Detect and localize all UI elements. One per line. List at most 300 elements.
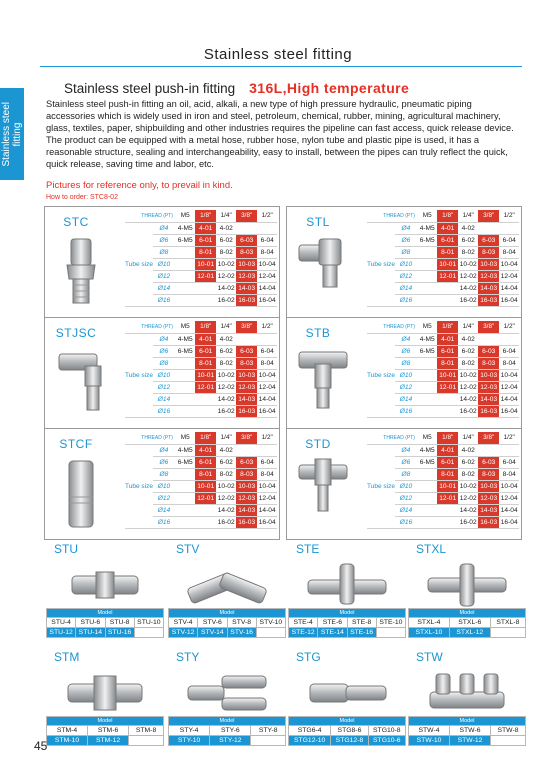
tube-diameter: Ø10 xyxy=(153,480,175,492)
thread-header: M5 xyxy=(417,321,438,333)
spec-cell: 14-03 xyxy=(478,504,499,516)
spec-cell: 8-03 xyxy=(478,468,499,480)
spec-cell: 16-02 xyxy=(216,294,237,306)
model-block-name: STE xyxy=(296,542,320,556)
model-table xyxy=(46,608,164,638)
model-code: STY-12 xyxy=(210,736,251,746)
spec-cell: 14-04 xyxy=(257,393,278,405)
tube-diameter: Ø12 xyxy=(153,270,175,282)
spec-cell: 16-03 xyxy=(236,405,257,417)
spec-cell: 16-04 xyxy=(257,405,278,417)
model-code: STXL-4 xyxy=(409,618,450,628)
tube-diameter: Ø6 xyxy=(395,234,417,246)
spec-cell xyxy=(175,492,196,504)
thread-label: THREAD (PT) xyxy=(367,210,417,222)
tube-diameter: Ø14 xyxy=(153,393,175,405)
tube-diameter: Ø10 xyxy=(395,369,417,381)
fitting-stm-image xyxy=(60,670,150,716)
subtitle-text: Stainless steel push-in fitting xyxy=(64,81,236,96)
model-block-stv xyxy=(168,540,286,638)
spec-cell xyxy=(437,393,458,405)
spec-cell: 4-02 xyxy=(458,333,479,345)
spec-cell: 12-04 xyxy=(257,270,278,282)
spec-cell xyxy=(478,444,499,456)
tube-diameter: Ø16 xyxy=(395,294,417,306)
fitting-stxl-image xyxy=(422,562,512,608)
tube-size-label: Tube size xyxy=(367,222,395,306)
model-block-stm xyxy=(46,648,164,746)
spec-cell xyxy=(175,270,196,282)
thread-label: THREAD (PT) xyxy=(125,321,175,333)
model-block-stxl xyxy=(408,540,526,638)
model-header: Model xyxy=(169,609,286,618)
model-table xyxy=(408,716,526,746)
spec-cell: 8-04 xyxy=(257,246,278,258)
model-code: STG10-8 xyxy=(368,726,405,736)
spec-cell: 8-04 xyxy=(499,246,520,258)
spec-cell: 12-02 xyxy=(458,492,479,504)
model-block-name: STG xyxy=(296,650,321,664)
model-code: STU-6 xyxy=(76,618,105,628)
spec-cell: 10-02 xyxy=(216,258,237,270)
fitting-stjsc-image xyxy=(55,346,107,420)
model-code: STU-4 xyxy=(47,618,76,628)
model-code: STE-14 xyxy=(318,628,347,638)
model-code: STM-12 xyxy=(88,736,129,746)
thread-header: 1/4" xyxy=(216,210,237,222)
spec-cell: 4-M5 xyxy=(175,222,196,234)
spec-cell: 8-01 xyxy=(195,468,216,480)
spec-cell xyxy=(417,258,438,270)
model-block-stu xyxy=(46,540,164,638)
spec-cell: 8-01 xyxy=(437,468,458,480)
tube-size-label: Tube size xyxy=(367,333,395,417)
spec-cell xyxy=(257,444,278,456)
spec-cell xyxy=(499,444,520,456)
spec-block-name: STD xyxy=(305,437,331,451)
model-block-stw xyxy=(408,648,526,746)
model-code: STU-16 xyxy=(105,628,134,638)
spec-cell: 14-04 xyxy=(499,504,520,516)
spec-cell: 14-04 xyxy=(257,282,278,294)
spec-cell: 14-04 xyxy=(499,282,520,294)
model-code: STY-8 xyxy=(251,726,286,736)
spec-cell xyxy=(175,294,196,306)
spec-cell: 16-02 xyxy=(216,405,237,417)
spec-cell: 16-03 xyxy=(236,294,257,306)
spec-cell: 14-03 xyxy=(236,393,257,405)
spec-cell: 6-03 xyxy=(478,456,499,468)
spec-cell: 4-01 xyxy=(437,222,458,234)
spec-table xyxy=(125,210,277,307)
spec-cell xyxy=(417,282,438,294)
model-code: STM-4 xyxy=(47,726,88,736)
spec-cell: 6-03 xyxy=(236,456,257,468)
spec-cell: 8-02 xyxy=(216,246,237,258)
spec-cell: 8-01 xyxy=(437,246,458,258)
spec-block-stb xyxy=(286,317,522,429)
tube-diameter: Ø6 xyxy=(395,456,417,468)
tube-size-label: Tube size xyxy=(125,333,153,417)
spec-cell: 4-M5 xyxy=(417,333,438,345)
thread-header: 1/8" xyxy=(195,321,216,333)
spec-cell xyxy=(437,282,458,294)
model-code: STE-16 xyxy=(347,628,376,638)
spec-cell: 6-01 xyxy=(195,234,216,246)
spec-cell: 14-02 xyxy=(216,504,237,516)
model-header: Model xyxy=(47,609,164,618)
spec-cell: 6-M5 xyxy=(417,234,438,246)
spec-cell: 6-04 xyxy=(257,345,278,357)
tube-diameter: Ø10 xyxy=(395,258,417,270)
spec-cell: 6-03 xyxy=(236,345,257,357)
spec-cell xyxy=(437,516,458,528)
tube-diameter: Ø6 xyxy=(395,345,417,357)
fitting-stcf-image xyxy=(55,457,107,531)
fitting-std-image xyxy=(297,457,349,531)
page-number: 45 xyxy=(34,739,48,753)
tube-diameter: Ø16 xyxy=(395,405,417,417)
spec-cell: 16-02 xyxy=(458,405,479,417)
spec-cell: 14-02 xyxy=(458,504,479,516)
spec-cell: 10-03 xyxy=(478,480,499,492)
model-code xyxy=(256,628,285,638)
fitting-stv-image xyxy=(182,562,272,608)
spec-cell xyxy=(175,282,196,294)
model-code: STE-12 xyxy=(289,628,318,638)
thread-header: 3/8" xyxy=(236,321,257,333)
section-subtitle xyxy=(64,80,409,96)
spec-cell: 16-04 xyxy=(257,294,278,306)
spec-cell: 8-01 xyxy=(437,357,458,369)
spec-cell xyxy=(417,381,438,393)
spec-cell: 12-03 xyxy=(478,381,499,393)
spec-cell: 10-04 xyxy=(257,369,278,381)
model-header: Model xyxy=(409,609,526,618)
model-code: STXL-10 xyxy=(409,628,450,638)
tube-diameter: Ø14 xyxy=(395,282,417,294)
spec-cell xyxy=(236,333,257,345)
model-code: STG10-6 xyxy=(368,736,405,746)
tube-diameter: Ø8 xyxy=(395,357,417,369)
spec-cell: 8-04 xyxy=(257,357,278,369)
thread-header: 1/2" xyxy=(257,210,278,222)
product-description: Stainless steel push-in fitting an oil, acid, alkali, a new type of high pressure hydraulic, pneumatic piping accessories which is widely used in iron and steel, petroleum, chemical, rubber, mining, agricultural machinery, glass, textiles, paper, shipbuilding and other industries requires the pipeline can fast access, quick release device. The product can be equipped with a metal hose, rubber hose, nylon tube and plastic pipe is used, it has a reasonable structure, sealing and interchangeability, easy to install, between the pipes can truly reflect the quick, quick release, saving time and labor, etc. xyxy=(46,99,514,169)
spec-cell xyxy=(417,369,438,381)
model-code: STY-4 xyxy=(169,726,210,736)
spec-cell: 14-02 xyxy=(458,393,479,405)
spec-cell: 6-M5 xyxy=(175,456,196,468)
spec-cell: 12-04 xyxy=(499,270,520,282)
tube-diameter: Ø8 xyxy=(153,357,175,369)
spec-cell: 4-02 xyxy=(216,444,237,456)
model-code: STW-4 xyxy=(409,726,450,736)
spec-cell xyxy=(175,393,196,405)
spec-cell: 4-02 xyxy=(458,222,479,234)
tube-diameter: Ø12 xyxy=(395,381,417,393)
model-code: STW-12 xyxy=(450,736,491,746)
spec-cell xyxy=(195,516,216,528)
spec-cell xyxy=(417,270,438,282)
model-block-name: STV xyxy=(176,542,200,556)
spec-cell xyxy=(417,393,438,405)
spec-cell: 6-03 xyxy=(478,345,499,357)
spec-block-stc xyxy=(44,206,280,318)
spec-cell xyxy=(175,468,196,480)
spec-cell xyxy=(437,294,458,306)
model-code: STV-8 xyxy=(227,618,256,628)
spec-cell: 10-03 xyxy=(236,369,257,381)
spec-cell xyxy=(195,294,216,306)
spec-cell: 14-02 xyxy=(458,282,479,294)
model-block-name: STU xyxy=(54,542,78,556)
model-code: STY-10 xyxy=(169,736,210,746)
spec-cell: 6-04 xyxy=(499,234,520,246)
spec-cell: 16-03 xyxy=(478,294,499,306)
spec-block-stjsc xyxy=(44,317,280,429)
spec-cell: 6-02 xyxy=(216,345,237,357)
how-to-order: How to order: STC8-02 xyxy=(46,194,118,201)
model-code: STV-16 xyxy=(227,628,256,638)
spec-cell xyxy=(417,516,438,528)
side-tab-label: Stainless steel fitting xyxy=(1,101,23,167)
tube-diameter: Ø4 xyxy=(395,444,417,456)
fitting-stu-image xyxy=(60,562,150,608)
thread-label: THREAD (PT) xyxy=(367,432,417,444)
tube-size-label: Tube size xyxy=(125,222,153,306)
model-code: STXL-8 xyxy=(490,618,525,628)
spec-cell: 12-04 xyxy=(257,492,278,504)
spec-cell xyxy=(236,222,257,234)
model-code xyxy=(376,628,405,638)
spec-cell: 6-03 xyxy=(478,234,499,246)
spec-cell xyxy=(257,333,278,345)
tube-diameter: Ø4 xyxy=(153,222,175,234)
spec-cell: 6-01 xyxy=(437,456,458,468)
thread-header: 1/2" xyxy=(499,210,520,222)
spec-cell: 4-M5 xyxy=(175,333,196,345)
thread-label: THREAD (PT) xyxy=(125,210,175,222)
spec-cell xyxy=(417,405,438,417)
tube-diameter: Ø16 xyxy=(395,516,417,528)
spec-cell: 10-01 xyxy=(437,258,458,270)
spec-cell: 10-04 xyxy=(257,258,278,270)
spec-cell: 10-04 xyxy=(257,480,278,492)
spec-cell: 4-02 xyxy=(458,444,479,456)
spec-cell: 4-01 xyxy=(195,333,216,345)
model-code: STY-6 xyxy=(210,726,251,736)
spec-cell: 12-03 xyxy=(478,270,499,282)
model-block-ste xyxy=(288,540,406,638)
spec-cell: 6-02 xyxy=(458,456,479,468)
model-block-stg xyxy=(288,648,406,746)
thread-header: 1/4" xyxy=(458,321,479,333)
model-header: Model xyxy=(409,717,526,726)
spec-cell xyxy=(417,504,438,516)
spec-cell: 8-01 xyxy=(195,357,216,369)
model-code: STXL-12 xyxy=(449,628,490,638)
tube-diameter: Ø12 xyxy=(153,492,175,504)
spec-cell: 4-01 xyxy=(437,333,458,345)
spec-block-name: STJSC xyxy=(55,326,97,340)
tube-diameter: Ø16 xyxy=(153,294,175,306)
section-side-tab xyxy=(0,88,24,180)
spec-cell xyxy=(236,444,257,456)
spec-cell: 6-04 xyxy=(499,345,520,357)
thread-header: 1/2" xyxy=(257,432,278,444)
thread-header: 3/8" xyxy=(478,210,499,222)
subtitle-highlight: 316L,High temperature xyxy=(249,80,410,96)
spec-cell: 6-04 xyxy=(499,456,520,468)
model-header: Model xyxy=(289,609,406,618)
thread-header: M5 xyxy=(417,432,438,444)
spec-cell: 12-01 xyxy=(437,381,458,393)
spec-cell: 6-02 xyxy=(216,234,237,246)
thread-header: 1/4" xyxy=(216,432,237,444)
tube-diameter: Ø14 xyxy=(153,504,175,516)
model-code: STM-10 xyxy=(47,736,88,746)
model-code: STV-6 xyxy=(198,618,227,628)
spec-cell: 14-02 xyxy=(216,282,237,294)
spec-cell: 14-04 xyxy=(257,504,278,516)
model-header: Model xyxy=(47,717,164,726)
spec-cell xyxy=(175,516,196,528)
spec-cell: 14-03 xyxy=(478,393,499,405)
spec-cell: 12-04 xyxy=(257,381,278,393)
spec-cell: 10-02 xyxy=(458,480,479,492)
model-table xyxy=(288,608,406,638)
spec-cell: 4-02 xyxy=(216,333,237,345)
tube-diameter: Ø4 xyxy=(153,333,175,345)
spec-cell xyxy=(437,405,458,417)
spec-cell: 10-02 xyxy=(458,258,479,270)
tube-diameter: Ø8 xyxy=(153,468,175,480)
spec-cell: 16-02 xyxy=(458,516,479,528)
tube-diameter: Ø8 xyxy=(395,468,417,480)
spec-cell: 8-03 xyxy=(478,246,499,258)
thread-header: M5 xyxy=(175,321,196,333)
spec-cell: 6-M5 xyxy=(417,456,438,468)
thread-header: 3/8" xyxy=(478,321,499,333)
spec-cell xyxy=(499,333,520,345)
spec-cell: 4-01 xyxy=(195,222,216,234)
spec-cell: 10-03 xyxy=(236,480,257,492)
model-code: STM-8 xyxy=(129,726,164,736)
spec-cell: 10-03 xyxy=(478,258,499,270)
tube-diameter: Ø4 xyxy=(395,333,417,345)
spec-cell: 8-03 xyxy=(478,357,499,369)
thread-header: 1/8" xyxy=(195,210,216,222)
spec-cell: 6-04 xyxy=(257,456,278,468)
spec-cell: 10-04 xyxy=(499,480,520,492)
spec-block-std xyxy=(286,428,522,540)
spec-cell xyxy=(417,357,438,369)
spec-cell: 12-02 xyxy=(216,381,237,393)
spec-table xyxy=(125,432,277,529)
model-block-sty xyxy=(168,648,286,746)
spec-cell xyxy=(195,405,216,417)
model-code: STE-4 xyxy=(289,618,318,628)
spec-cell: 4-02 xyxy=(216,222,237,234)
spec-cell xyxy=(175,369,196,381)
spec-cell xyxy=(175,405,196,417)
spec-cell: 14-03 xyxy=(478,282,499,294)
spec-cell: 16-03 xyxy=(478,405,499,417)
model-code: STXL-6 xyxy=(449,618,490,628)
spec-cell: 6-01 xyxy=(195,345,216,357)
thread-header: 1/4" xyxy=(458,432,479,444)
spec-block-stcf xyxy=(44,428,280,540)
spec-cell: 4-01 xyxy=(437,444,458,456)
model-block-name: STM xyxy=(54,650,80,664)
spec-cell: 6-04 xyxy=(257,234,278,246)
model-code xyxy=(491,736,526,746)
spec-cell xyxy=(175,357,196,369)
tube-diameter: Ø12 xyxy=(395,270,417,282)
spec-cell: 8-02 xyxy=(216,468,237,480)
spec-block-name: STCF xyxy=(59,437,93,451)
spec-cell: 8-02 xyxy=(216,357,237,369)
thread-header: 1/2" xyxy=(499,432,520,444)
spec-cell: 16-04 xyxy=(499,294,520,306)
tube-size-label: Tube size xyxy=(367,444,395,528)
spec-cell: 6-02 xyxy=(458,234,479,246)
tube-diameter: Ø8 xyxy=(395,246,417,258)
spec-cell xyxy=(417,480,438,492)
model-code: STM-6 xyxy=(88,726,129,736)
thread-header: 1/4" xyxy=(216,321,237,333)
spec-cell: 12-01 xyxy=(437,270,458,282)
model-code: STV-10 xyxy=(256,618,285,628)
title-divider xyxy=(40,66,522,67)
model-code: STE-8 xyxy=(347,618,376,628)
thread-header: 1/8" xyxy=(437,321,458,333)
tube-diameter: Ø16 xyxy=(153,405,175,417)
spec-cell xyxy=(175,246,196,258)
model-header: Model xyxy=(169,717,286,726)
spec-cell: 12-04 xyxy=(499,381,520,393)
model-code: STV-12 xyxy=(169,628,198,638)
spec-cell: 12-01 xyxy=(195,492,216,504)
spec-cell: 14-02 xyxy=(216,393,237,405)
spec-cell: 8-02 xyxy=(458,357,479,369)
spec-cell: 4-M5 xyxy=(417,444,438,456)
model-code: STV-4 xyxy=(169,618,198,628)
spec-cell xyxy=(417,246,438,258)
spec-cell: 10-02 xyxy=(216,480,237,492)
spec-cell: 10-02 xyxy=(458,369,479,381)
spec-table xyxy=(367,321,519,418)
spec-cell: 6-01 xyxy=(437,345,458,357)
spec-cell: 10-01 xyxy=(437,480,458,492)
tube-diameter: Ø6 xyxy=(153,456,175,468)
model-code: STW-6 xyxy=(450,726,491,736)
spec-block-stl xyxy=(286,206,522,318)
spec-cell: 4-M5 xyxy=(175,444,196,456)
spec-cell xyxy=(195,504,216,516)
model-table xyxy=(168,608,286,638)
spec-cell: 8-03 xyxy=(236,357,257,369)
spec-cell xyxy=(437,504,458,516)
model-code: STU-12 xyxy=(47,628,76,638)
tube-diameter: Ø10 xyxy=(153,369,175,381)
tube-diameter: Ø6 xyxy=(153,234,175,246)
spec-cell: 6-M5 xyxy=(417,345,438,357)
spec-table xyxy=(125,321,277,418)
spec-table xyxy=(367,210,519,307)
spec-cell: 16-02 xyxy=(216,516,237,528)
spec-cell: 8-03 xyxy=(236,246,257,258)
